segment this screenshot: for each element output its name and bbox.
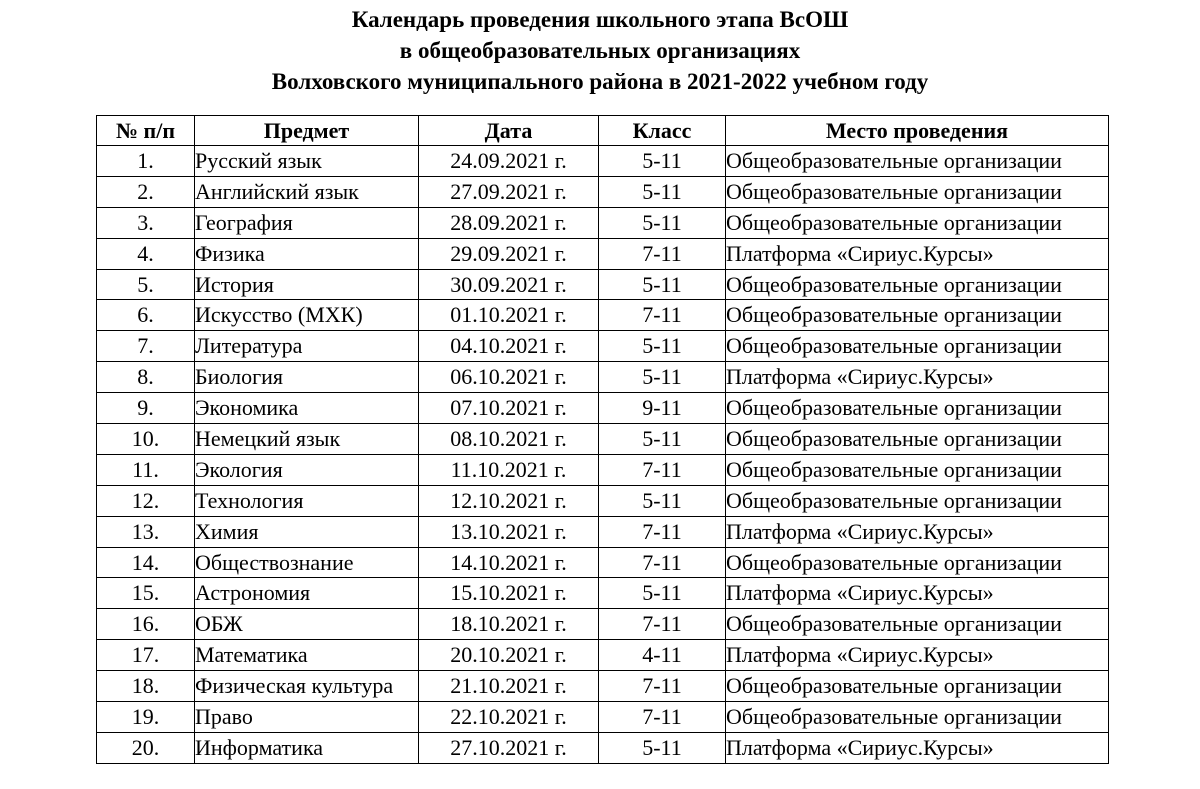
cell-date: 13.10.2021 г. xyxy=(419,516,599,547)
cell-date: 15.10.2021 г. xyxy=(419,578,599,609)
table-row xyxy=(97,176,1109,207)
cell-place: Общеобразовательные организации xyxy=(726,671,1109,702)
cell-num: 10. xyxy=(97,424,195,455)
cell-num: 19. xyxy=(97,702,195,733)
table-row xyxy=(97,300,1109,331)
cell-subject: Русский язык xyxy=(195,146,419,177)
olympiad-schedule-table xyxy=(96,115,1109,764)
cell-num: 18. xyxy=(97,671,195,702)
cell-class: 5-11 xyxy=(599,732,726,763)
header-subject: Предмет xyxy=(195,116,419,146)
table-row xyxy=(97,424,1109,455)
cell-class: 5-11 xyxy=(599,146,726,177)
cell-place: Общеобразовательные организации xyxy=(726,454,1109,485)
cell-date: 27.10.2021 г. xyxy=(419,732,599,763)
cell-class: 5-11 xyxy=(599,331,726,362)
cell-class: 5-11 xyxy=(599,485,726,516)
table-row xyxy=(97,146,1109,177)
cell-date: 08.10.2021 г. xyxy=(419,424,599,455)
cell-subject: География xyxy=(195,207,419,238)
cell-class: 5-11 xyxy=(599,578,726,609)
table-body xyxy=(97,146,1109,764)
cell-place: Общеобразовательные организации xyxy=(726,207,1109,238)
table-row xyxy=(97,609,1109,640)
cell-place: Общеобразовательные организации xyxy=(726,609,1109,640)
cell-date: 24.09.2021 г. xyxy=(419,146,599,177)
table-row xyxy=(97,362,1109,393)
table-row xyxy=(97,269,1109,300)
cell-class: 7-11 xyxy=(599,702,726,733)
header-class: Класс xyxy=(599,116,726,146)
cell-num: 7. xyxy=(97,331,195,362)
cell-place: Общеобразовательные организации xyxy=(726,176,1109,207)
table-row xyxy=(97,702,1109,733)
cell-num: 8. xyxy=(97,362,195,393)
cell-num: 2. xyxy=(97,176,195,207)
cell-num: 16. xyxy=(97,609,195,640)
cell-place: Общеобразовательные организации xyxy=(726,547,1109,578)
header-place: Место проведения xyxy=(726,116,1109,146)
cell-place: Общеобразовательные организации xyxy=(726,146,1109,177)
cell-place: Платформа «Сириус.Курсы» xyxy=(726,732,1109,763)
cell-date: 22.10.2021 г. xyxy=(419,702,599,733)
cell-date: 21.10.2021 г. xyxy=(419,671,599,702)
cell-class: 7-11 xyxy=(599,671,726,702)
cell-date: 01.10.2021 г. xyxy=(419,300,599,331)
cell-num: 14. xyxy=(97,547,195,578)
cell-subject: Математика xyxy=(195,640,419,671)
cell-class: 7-11 xyxy=(599,454,726,485)
cell-subject: Английский язык xyxy=(195,176,419,207)
cell-place: Платформа «Сириус.Курсы» xyxy=(726,640,1109,671)
table-row xyxy=(97,516,1109,547)
cell-date: 07.10.2021 г. xyxy=(419,393,599,424)
cell-subject: Физика xyxy=(195,238,419,269)
cell-class: 7-11 xyxy=(599,609,726,640)
title-line-1: Календарь проведения школьного этапа ВсОШ xyxy=(351,7,849,32)
cell-date: 18.10.2021 г. xyxy=(419,609,599,640)
cell-class: 7-11 xyxy=(599,516,726,547)
cell-subject: Экономика xyxy=(195,393,419,424)
cell-place: Платформа «Сириус.Курсы» xyxy=(726,362,1109,393)
table-row xyxy=(97,207,1109,238)
cell-subject: Экология xyxy=(195,454,419,485)
cell-place: Общеобразовательные организации xyxy=(726,393,1109,424)
cell-class: 5-11 xyxy=(599,362,726,393)
cell-subject: Обществознание xyxy=(195,547,419,578)
cell-subject: Технология xyxy=(195,485,419,516)
cell-class: 7-11 xyxy=(599,547,726,578)
cell-place: Платформа «Сириус.Курсы» xyxy=(726,238,1109,269)
cell-date: 04.10.2021 г. xyxy=(419,331,599,362)
cell-place: Общеобразовательные организации xyxy=(726,331,1109,362)
cell-class: 4-11 xyxy=(599,640,726,671)
table-row xyxy=(97,393,1109,424)
table-row xyxy=(97,671,1109,702)
title-line-3: Волховского муниципального района в 2021-2022 учебном году xyxy=(271,69,929,94)
table-row xyxy=(97,454,1109,485)
cell-date: 14.10.2021 г. xyxy=(419,547,599,578)
cell-date: 12.10.2021 г. xyxy=(419,485,599,516)
header-num: № п/п xyxy=(97,116,195,146)
cell-num: 12. xyxy=(97,485,195,516)
cell-num: 1. xyxy=(97,146,195,177)
cell-place: Общеобразовательные организации xyxy=(726,300,1109,331)
table-row xyxy=(97,578,1109,609)
cell-num: 11. xyxy=(97,454,195,485)
cell-class: 9-11 xyxy=(599,393,726,424)
cell-class: 5-11 xyxy=(599,424,726,455)
cell-date: 30.09.2021 г. xyxy=(419,269,599,300)
cell-subject: История xyxy=(195,269,419,300)
cell-class: 7-11 xyxy=(599,238,726,269)
table-row xyxy=(97,547,1109,578)
cell-num: 13. xyxy=(97,516,195,547)
title-line-2: в общеобразовательных организациях xyxy=(399,38,801,63)
cell-subject: Право xyxy=(195,702,419,733)
cell-place: Общеобразовательные организации xyxy=(726,269,1109,300)
cell-subject: Литература xyxy=(195,331,419,362)
cell-subject: ОБЖ xyxy=(195,609,419,640)
cell-subject: Астрономия xyxy=(195,578,419,609)
cell-subject: Физическая культура xyxy=(195,671,419,702)
cell-place: Платформа «Сириус.Курсы» xyxy=(726,578,1109,609)
cell-class: 5-11 xyxy=(599,207,726,238)
cell-date: 11.10.2021 г. xyxy=(419,454,599,485)
cell-num: 6. xyxy=(97,300,195,331)
cell-class: 5-11 xyxy=(599,176,726,207)
header-date: Дата xyxy=(419,116,599,146)
table-row xyxy=(97,331,1109,362)
cell-date: 20.10.2021 г. xyxy=(419,640,599,671)
table-row xyxy=(97,485,1109,516)
cell-num: 20. xyxy=(97,732,195,763)
cell-place: Общеобразовательные организации xyxy=(726,702,1109,733)
cell-subject: Биология xyxy=(195,362,419,393)
cell-num: 4. xyxy=(97,238,195,269)
cell-place: Общеобразовательные организации xyxy=(726,424,1109,455)
cell-class: 5-11 xyxy=(599,269,726,300)
cell-subject: Искусство (МХК) xyxy=(195,300,419,331)
cell-place: Общеобразовательные организации xyxy=(726,485,1109,516)
cell-num: 9. xyxy=(97,393,195,424)
cell-num: 17. xyxy=(97,640,195,671)
cell-num: 5. xyxy=(97,269,195,300)
cell-date: 06.10.2021 г. xyxy=(419,362,599,393)
cell-place: Платформа «Сириус.Курсы» xyxy=(726,516,1109,547)
document-title xyxy=(0,4,1200,97)
cell-num: 3. xyxy=(97,207,195,238)
cell-subject: Химия xyxy=(195,516,419,547)
cell-subject: Немецкий язык xyxy=(195,424,419,455)
cell-class: 7-11 xyxy=(599,300,726,331)
cell-date: 27.09.2021 г. xyxy=(419,176,599,207)
table-row xyxy=(97,640,1109,671)
cell-date: 29.09.2021 г. xyxy=(419,238,599,269)
cell-subject: Информатика xyxy=(195,732,419,763)
table-row xyxy=(97,238,1109,269)
table-row xyxy=(97,732,1109,763)
table-header-row xyxy=(97,116,1109,146)
cell-num: 15. xyxy=(97,578,195,609)
cell-date: 28.09.2021 г. xyxy=(419,207,599,238)
